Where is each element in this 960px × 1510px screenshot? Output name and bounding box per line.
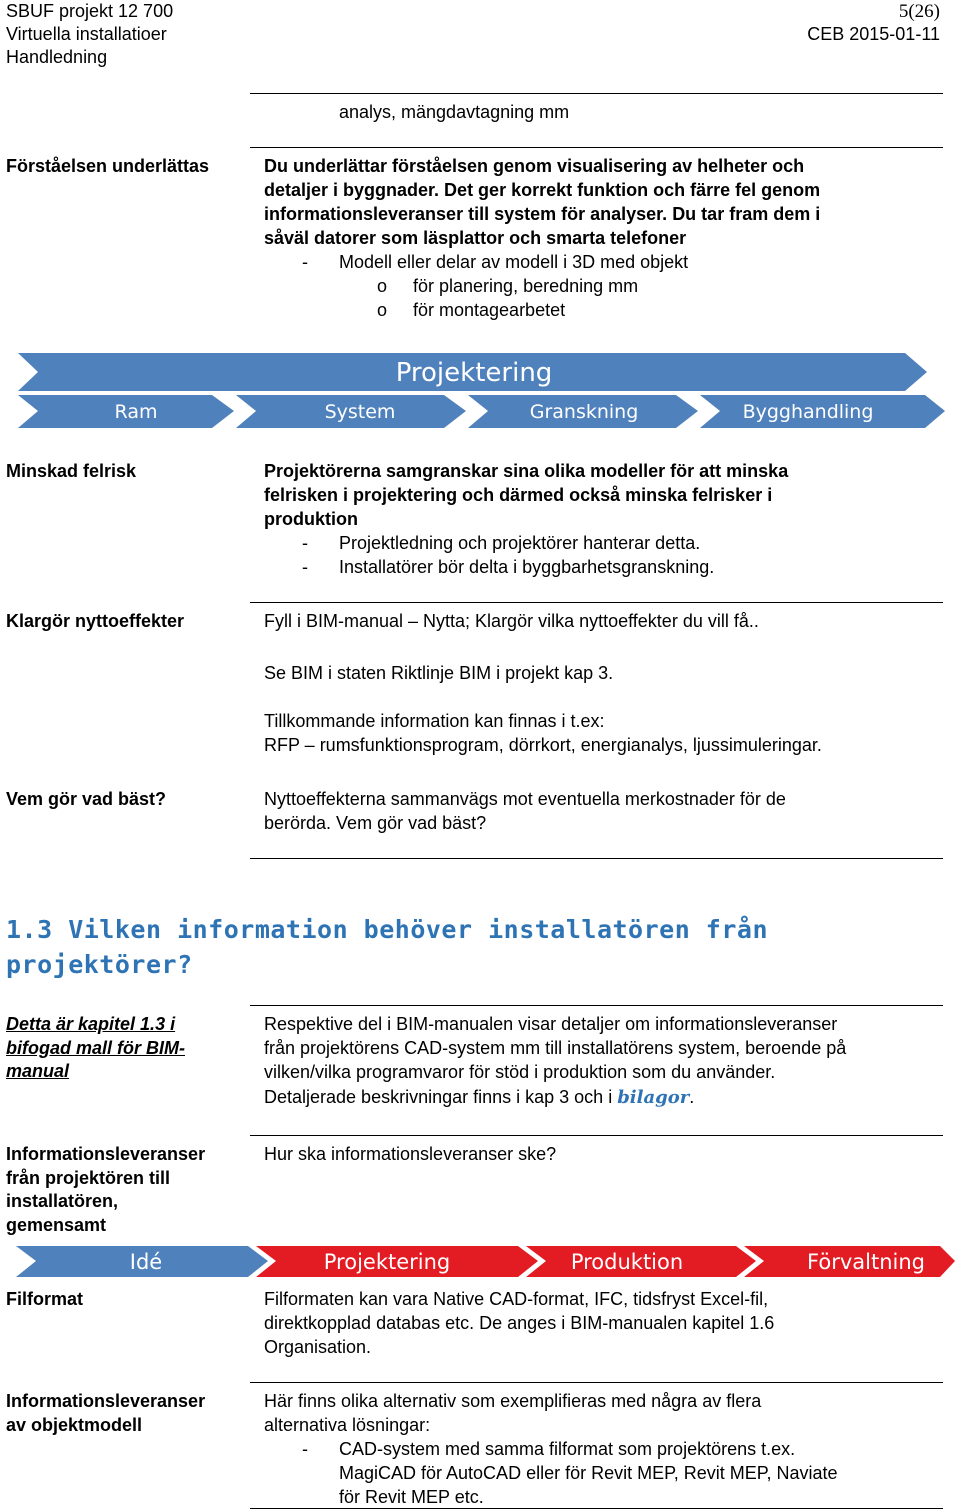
label-informationsleveranser: Informationsleveranser från projektören till installatören, gemensamt [6,1144,206,1235]
lifecycle-label-forvaltning: Förvaltning [807,1250,925,1274]
process-title: Projektering [395,358,553,388]
label-vem-gor: Vem gör vad bäst? [6,789,167,809]
s5-line-1: Respektive del i BIM-manualen visar detaljer om informationsleveranser [264,1014,838,1034]
lifecycle-label-projektering: Projektering [323,1250,451,1274]
s8-line-1: Här finns olika alternativ som exemplifieras med några av flera [264,1391,762,1411]
s1-line-1: Du underlättar förståelsen genom visualisering av helheter och [264,156,805,176]
dash-bullet: - [302,1439,308,1459]
s3-line-3a: Tillkommande information kan finnas i t.ex: [264,711,605,731]
divider [250,147,943,148]
dash-bullet: - [302,557,308,577]
s5-line-4: Detaljerade beskrivningar finns i kap 3 och i bilagor. [264,1087,695,1108]
circle-bullet: o [377,300,388,320]
divider [250,1135,943,1136]
label-forstaelsen: Förståelsen underlättas [6,156,210,176]
dash-bullet: - [302,252,308,272]
s2-item-1: Projektledning och projektörer hanterar detta. [339,533,701,553]
s1-dash-item: Modell eller delar av modell i 3D med objekt [339,252,689,272]
process-diagram-projektering [0,345,960,430]
page-number: 5(26) [898,1,940,22]
s1-sub-item-1: för planering, beredning mm [413,276,639,296]
s8-item-line-3: för Revit MEP etc. [339,1487,484,1507]
s8-item-line-1: CAD-system med samma filformat som projektörens t.ex. [339,1439,796,1459]
step-label-granskning: Granskning [529,401,639,423]
s5-line-2: från projektörens CAD-system mm till installatörens system, beroende på [264,1038,847,1058]
step-label-bygghandling: Bygghandling [742,401,874,423]
s3-line-1: Fyll i BIM-manual – Nytta; Klargör vilka nyttoeffekter du vill få.. [264,611,759,631]
step-label-system: System [324,401,396,423]
s2-line-2: felrisken i projektering och därmed också minska felrisker i [264,485,773,505]
s3-line-2: Se BIM i staten Riktlinje BIM i projekt kap 3. [264,663,614,683]
header-rule [250,93,943,94]
s1-line-4: såväl datorer som läsplattor och smarta telefoner [264,228,687,248]
s1-line-3: informationsleveranser till system för analyser. Du tar fram dem i [264,204,821,224]
label-minskad-felrisk: Minskad felrisk [6,461,137,481]
s7-line-2: direktkopplad databas etc. De anges i BIM-manualen kapitel 1.6 [264,1313,775,1333]
divider [250,1005,943,1006]
process-diagram-lifecycle [0,1244,960,1280]
bilagor-link[interactable]: bilagor [617,1087,690,1108]
s7-line-3: Organisation. [264,1337,372,1357]
s1-sub-item-2: för montagearbetet [413,300,566,320]
header-doctype: Handledning [6,47,108,67]
dash-bullet: - [302,533,308,553]
header-ref: CEB 2015-01-11 [807,24,940,44]
label-filformat: Filformat [6,1289,84,1309]
divider [250,858,943,859]
s4-line-1: Nyttoeffekterna sammanvägs mot eventuella merkostnader för de [264,789,786,809]
s3-line-3b: RFP – rumsfunktionsprogram, dörrkort, energianalys, ljussimuleringar. [264,735,822,755]
s2-line-1: Projektörerna samgranskar sina olika modeller för att minska [264,461,789,481]
s2-line-3: produktion [264,509,358,529]
label-klargor: Klargör nyttoeffekter [6,611,185,631]
s8-line-2: alternativa lösningar: [264,1415,431,1435]
header-subtitle: Virtuella installatioer [6,24,167,44]
divider [250,1508,943,1509]
s2-item-2: Installatörer bör delta i byggbarhetsgranskning. [339,557,715,577]
s4-line-2: berörda. Vem gör vad bäst? [264,813,487,833]
lifecycle-label-produktion: Produktion [570,1250,684,1274]
label-kapitel: Detta är kapitel 1.3 i bifogad mall för BIM- manual [6,1014,185,1081]
step-label-ram: Ram [114,401,158,423]
label-objektmodell: Informationsleveranser av objektmodell [6,1391,206,1435]
section-heading: 1.3 Vilken information behöver installatören från projektörer? [6,915,769,979]
s5-line-3: vilken/vilka programvaror för stöd i produktion som du använder. [264,1062,776,1082]
s1-line-2: detaljer i byggnader. Det ger korrekt funktion och färre fel genom [264,180,821,200]
lifecycle-label-ide: Idé [129,1250,163,1274]
divider [250,1382,943,1383]
circle-bullet: o [377,276,388,296]
intro-line: analys, mängdavtagning mm [339,102,570,122]
s6-text: Hur ska informationsleveranser ske? [264,1144,557,1164]
s7-line-1: Filformaten kan vara Native CAD-format, IFC, tidsfryst Excel-fil, [264,1289,769,1309]
s8-item-line-2: MagiCAD för AutoCAD eller för Revit MEP, Revit MEP, Naviate [339,1463,838,1483]
divider [250,602,943,603]
header-project: SBUF projekt 12 700 [6,1,174,21]
